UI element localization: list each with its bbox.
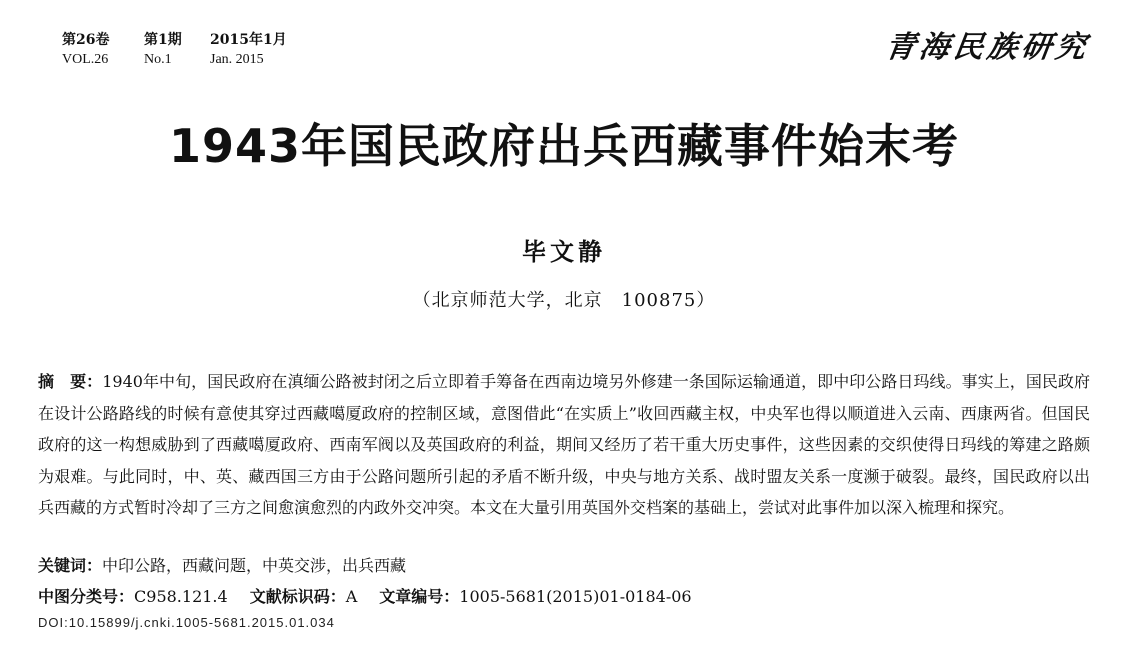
keywords-label: 关键词： xyxy=(38,556,103,575)
journal-name: 青海民族研究 xyxy=(883,30,1092,65)
volume-cn: 第26卷 xyxy=(62,32,110,48)
clc-value: C958.121.4 xyxy=(134,587,228,606)
doi: DOI:10.15899/j.cnki.1005-5681.2015.01.034 xyxy=(38,615,335,630)
abstract-label: 摘 要： xyxy=(38,372,103,391)
classification-line xyxy=(38,584,692,607)
doc-code-value: A xyxy=(345,587,358,606)
clc-label: 中图分类号： xyxy=(38,587,135,606)
keywords-text: 中印公路，西藏问题，中英交涉，出兵西藏 xyxy=(102,556,407,575)
author-affiliation: （北京师范大学，北京 100875） xyxy=(412,290,716,311)
date-cn: 2015年1月 xyxy=(210,32,287,48)
issue-en: No.1 xyxy=(144,52,172,67)
article-number-label: 文章编号： xyxy=(379,587,460,606)
article-number-value: 1005-5681(2015)01-0184-06 xyxy=(459,587,692,606)
issue-cn: 第1期 xyxy=(144,32,182,48)
keywords xyxy=(38,553,406,576)
article-title: 1943年国民政府出兵西藏事件始末考 xyxy=(168,119,960,173)
doc-code-label: 文献标识码： xyxy=(249,587,346,606)
author-name: 毕文静 xyxy=(522,237,606,266)
date-en: Jan. 2015 xyxy=(210,52,264,67)
abstract xyxy=(38,366,1090,524)
volume-en: VOL.26 xyxy=(62,52,109,67)
abstract-text: 1940年中旬，国民政府在滇缅公路被封闭之后立即着手筹备在西南边境另外修建一条国际运输通道，即中印公路日玛线。事实上，国民政府在设计公路路线的时候有意使其穿过西藏噶厦政府的控制区域，意图借此“在实质上”收回西藏主权，中央军也得以顺道进入云南、西康两省。但国民政府的这一构想威胁到了西藏噶厦政府、西南军阀以及英国政府的利益，期间又经历了若干重大历史事件，这些因素的交织使得日玛线的筹建之路颇为艰难。与此同时，中、英、藏西国三方由于公路问题所引起的矛盾不断升级，中央与地方关系、战时盟友关系一度濒于破裂。最终，国民政府以出兵西藏的方式暂时冷却了三方之间愈演愈烈的内政外交冲突。本文在大量引用英国外交档案的基础上，尝试对此事件加以深入梳理和探究。 xyxy=(38,372,1090,517)
issue-info xyxy=(62,30,287,70)
